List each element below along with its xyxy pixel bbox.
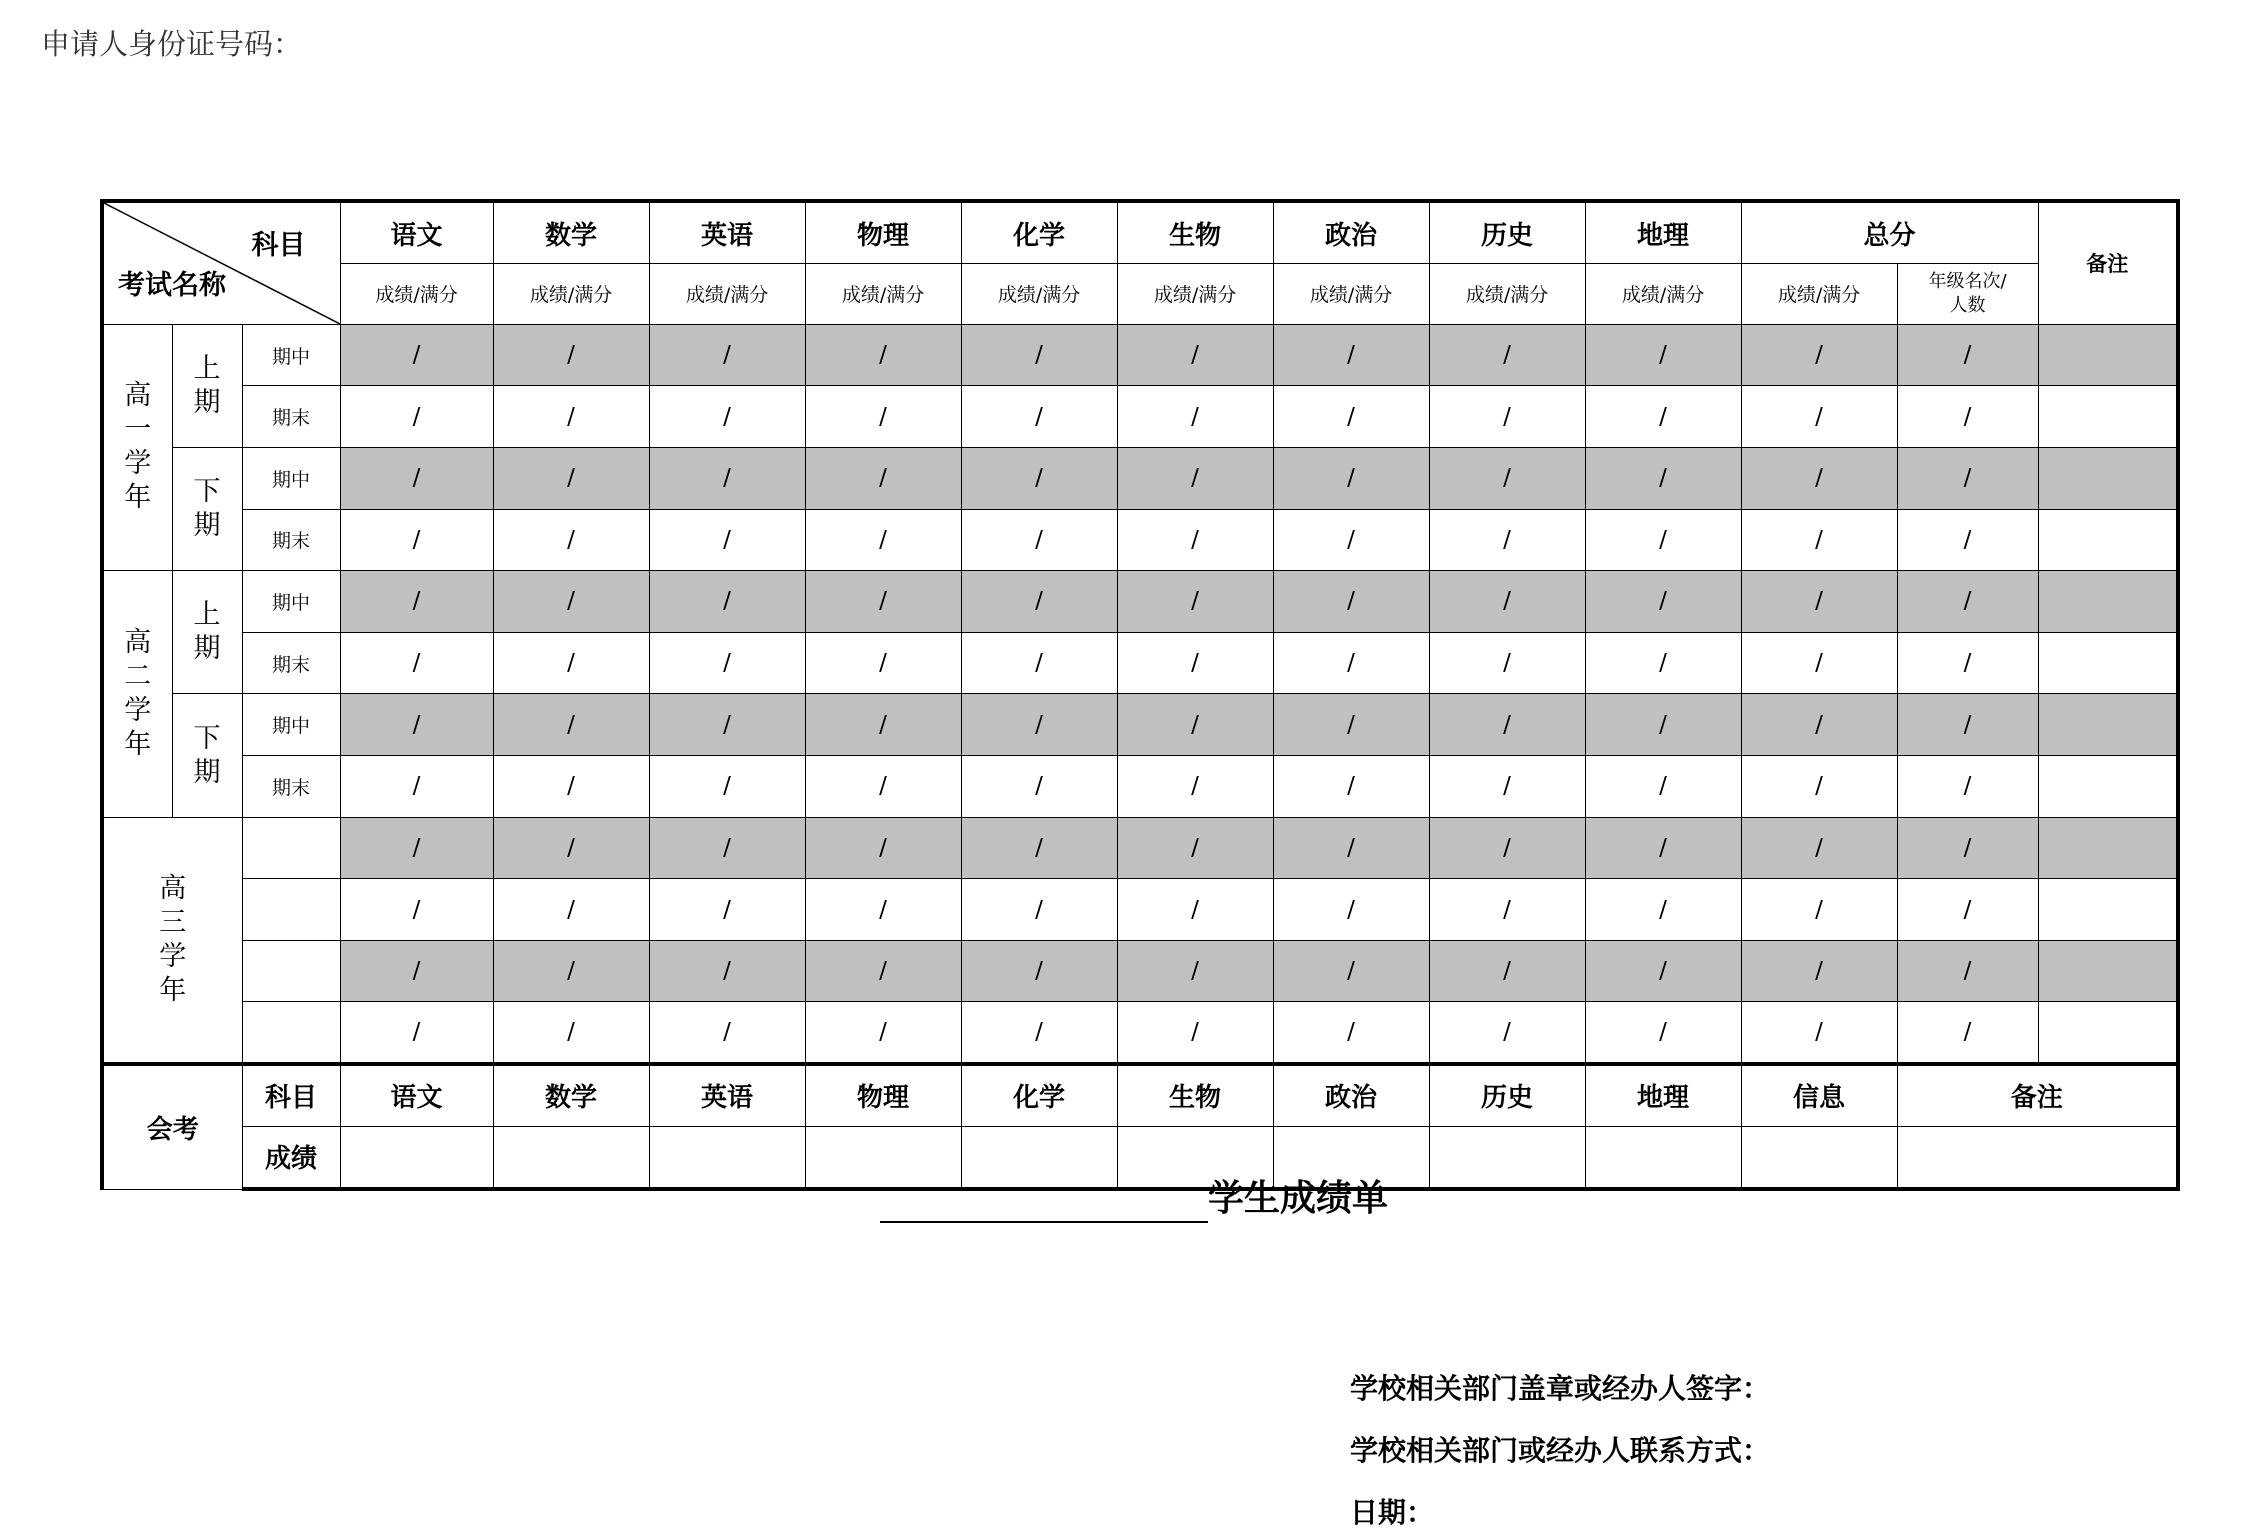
score-cell[interactable]: /: [493, 386, 649, 448]
score-cell[interactable]: /: [1273, 509, 1429, 571]
score-cell[interactable]: /: [1585, 879, 1741, 941]
score-cell[interactable]: /: [1741, 817, 1897, 879]
score-cell[interactable]: /: [493, 756, 649, 818]
score-cell[interactable]: /: [1273, 632, 1429, 694]
score-cell[interactable]: /: [340, 324, 493, 386]
score-cell[interactable]: /: [1741, 447, 1897, 509]
exam-label: 期中: [242, 447, 340, 509]
rank-header: [1897, 264, 2038, 325]
remark-cell[interactable]: [2038, 447, 2178, 509]
score-cell[interactable]: /: [1273, 386, 1429, 448]
score-cell[interactable]: /: [1429, 756, 1585, 818]
table-row: [102, 694, 2178, 756]
huikao-subject-header: 历史: [1429, 1064, 1585, 1127]
huikao-score-cell[interactable]: [1585, 1126, 1741, 1189]
score-cell[interactable]: /: [961, 940, 1117, 1002]
term-label: 上 期: [172, 571, 242, 694]
score-cell[interactable]: /: [961, 509, 1117, 571]
score-cell[interactable]: /: [649, 509, 805, 571]
score-cell[interactable]: /: [1897, 1002, 2038, 1064]
score-cell[interactable]: /: [649, 571, 805, 633]
score-cell[interactable]: /: [1741, 571, 1897, 633]
score-cell[interactable]: /: [1585, 571, 1741, 633]
table-row: [102, 1002, 2178, 1064]
score-cell[interactable]: /: [1897, 940, 2038, 1002]
score-cell[interactable]: /: [1429, 447, 1585, 509]
exam-label: 期中: [242, 571, 340, 633]
score-cell[interactable]: /: [805, 756, 961, 818]
score-cell[interactable]: /: [1117, 1002, 1273, 1064]
score-cell[interactable]: /: [1897, 324, 2038, 386]
score-cell[interactable]: /: [1429, 324, 1585, 386]
score-cell[interactable]: /: [1117, 447, 1273, 509]
score-cell[interactable]: /: [805, 447, 961, 509]
rank-header-label: 年级名次/ 人数: [1928, 270, 2007, 316]
exam-label: 期末: [242, 386, 340, 448]
huikao-remark-cell[interactable]: [1897, 1126, 2178, 1189]
applicant-id-label: 申请人身份证号码：: [41, 27, 303, 61]
score-cell[interactable]: /: [493, 1002, 649, 1064]
score-header: 成绩/满分: [1273, 264, 1429, 325]
remark-cell[interactable]: [2038, 509, 2178, 571]
score-cell[interactable]: /: [1741, 632, 1897, 694]
score-cell[interactable]: /: [1741, 940, 1897, 1002]
score-cell[interactable]: /: [1585, 1002, 1741, 1064]
score-cell[interactable]: /: [1117, 879, 1273, 941]
score-cell[interactable]: /: [340, 756, 493, 818]
score-cell[interactable]: /: [1741, 324, 1897, 386]
exam-label[interactable]: [242, 940, 340, 1002]
score-cell[interactable]: /: [1897, 571, 2038, 633]
score-cell[interactable]: /: [493, 324, 649, 386]
score-cell[interactable]: /: [1117, 632, 1273, 694]
score-cell[interactable]: /: [961, 447, 1117, 509]
subject-header: 政治: [1273, 201, 1429, 264]
score-header: 成绩/满分: [340, 264, 493, 325]
grade-table: [100, 199, 2180, 1191]
score-cell[interactable]: /: [649, 386, 805, 448]
score-cell[interactable]: /: [961, 817, 1117, 879]
score-cell[interactable]: /: [1897, 632, 2038, 694]
table-row: [102, 879, 2178, 941]
score-cell[interactable]: /: [340, 1002, 493, 1064]
score-cell[interactable]: /: [1741, 509, 1897, 571]
remark-cell[interactable]: [2038, 324, 2178, 386]
score-cell[interactable]: /: [1273, 817, 1429, 879]
score-cell[interactable]: /: [340, 386, 493, 448]
score-cell[interactable]: /: [1429, 632, 1585, 694]
huikao-score-cell[interactable]: [340, 1126, 493, 1189]
stamp-signature-label: 学校相关部门盖章或经办人签字：: [1350, 1372, 1771, 1405]
remark-cell[interactable]: [2038, 632, 2178, 694]
score-cell[interactable]: /: [1585, 756, 1741, 818]
huikao-subject-header: 数学: [493, 1064, 649, 1127]
score-header: 成绩/满分: [1117, 264, 1273, 325]
subject-header: 英语: [649, 201, 805, 264]
remark-cell[interactable]: [2038, 386, 2178, 448]
score-cell[interactable]: /: [961, 386, 1117, 448]
header-corner: [102, 201, 340, 324]
score-cell[interactable]: /: [1897, 447, 2038, 509]
score-cell[interactable]: /: [649, 879, 805, 941]
subject-header: 地理: [1585, 201, 1741, 264]
score-cell[interactable]: /: [649, 632, 805, 694]
table-row: [102, 940, 2178, 1002]
score-cell[interactable]: /: [1273, 447, 1429, 509]
date-label: 日期：: [1350, 1496, 1435, 1529]
score-cell[interactable]: /: [649, 756, 805, 818]
score-cell[interactable]: /: [1741, 879, 1897, 941]
score-cell[interactable]: /: [1897, 817, 2038, 879]
score-cell[interactable]: /: [961, 694, 1117, 756]
huikao-subject-header: 政治: [1273, 1064, 1429, 1127]
table-row: [102, 817, 2178, 879]
score-cell[interactable]: /: [1741, 1002, 1897, 1064]
remark-cell[interactable]: [2038, 940, 2178, 1002]
huikao-remark-header: 备注: [1897, 1064, 2178, 1127]
title-block: [880, 1175, 1388, 1223]
score-cell[interactable]: /: [805, 694, 961, 756]
subject-header: 语文: [340, 201, 493, 264]
term-label: 下 期: [172, 694, 242, 817]
score-header: 成绩/满分: [805, 264, 961, 325]
score-cell[interactable]: /: [340, 694, 493, 756]
score-cell[interactable]: /: [961, 756, 1117, 818]
score-cell[interactable]: /: [1429, 1002, 1585, 1064]
score-cell[interactable]: /: [1585, 447, 1741, 509]
score-cell[interactable]: /: [805, 324, 961, 386]
table-row: [102, 509, 2178, 571]
score-cell[interactable]: /: [1585, 940, 1741, 1002]
table-row: [102, 571, 2178, 633]
score-cell[interactable]: /: [1429, 509, 1585, 571]
corner-subject-label: 科目: [251, 230, 306, 261]
score-cell[interactable]: /: [1429, 940, 1585, 1002]
exam-label[interactable]: [242, 879, 340, 941]
score-cell[interactable]: /: [1117, 386, 1273, 448]
huikao-subject-header: 地理: [1585, 1064, 1741, 1127]
term-label: 下 期: [172, 447, 242, 570]
term-label: 上 期: [172, 324, 242, 447]
score-cell[interactable]: /: [1741, 694, 1897, 756]
huikao-score-label: 成绩: [242, 1126, 340, 1189]
score-cell[interactable]: /: [805, 509, 961, 571]
exam-label: 期末: [242, 632, 340, 694]
score-cell[interactable]: /: [649, 324, 805, 386]
exam-label: 期中: [242, 324, 340, 386]
score-cell[interactable]: /: [961, 1002, 1117, 1064]
year-label: 高 三 学 年: [102, 817, 242, 1063]
year-label: 高 一 学 年: [102, 324, 172, 570]
huikao-subject-header: 化学: [961, 1064, 1117, 1127]
subject-header: 数学: [493, 201, 649, 264]
score-cell[interactable]: /: [1897, 879, 2038, 941]
score-cell[interactable]: /: [1273, 940, 1429, 1002]
remark-cell[interactable]: [2038, 756, 2178, 818]
score-header: 成绩/满分: [1585, 264, 1741, 325]
score-cell[interactable]: /: [493, 940, 649, 1002]
remark-header: 备注: [2038, 201, 2178, 324]
score-cell[interactable]: /: [1429, 571, 1585, 633]
score-cell[interactable]: /: [805, 879, 961, 941]
huikao-score-cell[interactable]: [493, 1126, 649, 1189]
score-cell[interactable]: /: [1585, 324, 1741, 386]
score-cell[interactable]: /: [1273, 324, 1429, 386]
score-cell[interactable]: /: [1897, 386, 2038, 448]
score-cell[interactable]: /: [1741, 756, 1897, 818]
score-cell[interactable]: /: [1897, 756, 2038, 818]
school-name-blank[interactable]: [880, 1179, 1208, 1223]
huikao-subject-header: 物理: [805, 1064, 961, 1127]
score-cell[interactable]: /: [1585, 509, 1741, 571]
score-cell[interactable]: /: [1117, 756, 1273, 818]
exam-label[interactable]: [242, 1002, 340, 1064]
score-cell[interactable]: /: [1117, 940, 1273, 1002]
huikao-subject-header: 英语: [649, 1064, 805, 1127]
score-cell[interactable]: /: [340, 940, 493, 1002]
score-cell[interactable]: /: [649, 694, 805, 756]
score-cell[interactable]: /: [493, 447, 649, 509]
score-cell[interactable]: /: [1117, 509, 1273, 571]
score-cell[interactable]: /: [1273, 694, 1429, 756]
score-cell[interactable]: /: [805, 940, 961, 1002]
corner-exam-label: 考试名称: [118, 269, 226, 301]
score-cell[interactable]: /: [961, 571, 1117, 633]
score-cell[interactable]: /: [1273, 756, 1429, 818]
score-cell[interactable]: /: [340, 632, 493, 694]
score-cell[interactable]: /: [1585, 817, 1741, 879]
huikao-subject-header: 语文: [340, 1064, 493, 1127]
subject-header: 生物: [1117, 201, 1273, 264]
score-cell[interactable]: /: [961, 632, 1117, 694]
score-cell[interactable]: /: [1897, 694, 2038, 756]
score-cell[interactable]: /: [340, 817, 493, 879]
score-cell[interactable]: /: [1429, 879, 1585, 941]
score-cell[interactable]: /: [1429, 817, 1585, 879]
subject-header: 化学: [961, 201, 1117, 264]
page-title: 学生成绩单: [1208, 1178, 1389, 1219]
score-cell[interactable]: /: [1273, 879, 1429, 941]
score-cell[interactable]: /: [649, 447, 805, 509]
remark-cell[interactable]: [2038, 817, 2178, 879]
score-cell[interactable]: /: [649, 1002, 805, 1064]
score-cell[interactable]: /: [1429, 694, 1585, 756]
score-cell[interactable]: /: [805, 571, 961, 633]
table-row: [102, 324, 2178, 386]
contact-label: 学校相关部门或经办人联系方式：: [1350, 1434, 1771, 1467]
score-cell[interactable]: /: [493, 632, 649, 694]
score-cell[interactable]: /: [649, 817, 805, 879]
subject-header: 历史: [1429, 201, 1585, 264]
remark-cell[interactable]: [2038, 879, 2178, 941]
score-cell[interactable]: /: [1117, 324, 1273, 386]
year-label: 高 二 学 年: [102, 571, 172, 817]
exam-label: 期中: [242, 694, 340, 756]
score-cell[interactable]: /: [340, 509, 493, 571]
score-cell[interactable]: /: [649, 940, 805, 1002]
score-cell[interactable]: /: [1897, 509, 2038, 571]
score-cell[interactable]: /: [805, 632, 961, 694]
score-cell[interactable]: /: [340, 447, 493, 509]
exam-label[interactable]: [242, 817, 340, 879]
score-cell[interactable]: /: [805, 817, 961, 879]
score-header: 成绩/满分: [1429, 264, 1585, 325]
score-cell[interactable]: /: [1117, 571, 1273, 633]
table-row: [102, 447, 2178, 509]
huikao-score-cell[interactable]: [1741, 1126, 1897, 1189]
score-cell[interactable]: /: [1273, 1002, 1429, 1064]
table-row: [102, 386, 2178, 448]
score-cell[interactable]: /: [1117, 817, 1273, 879]
score-header: 成绩/满分: [649, 264, 805, 325]
huikao-subject-label: 科目: [242, 1064, 340, 1127]
huikao-label: 会考: [102, 1064, 242, 1189]
exam-label: 期末: [242, 509, 340, 571]
score-cell[interactable]: /: [340, 571, 493, 633]
score-cell[interactable]: /: [1741, 386, 1897, 448]
remark-cell[interactable]: [2038, 1002, 2178, 1064]
score-cell[interactable]: /: [1585, 632, 1741, 694]
subject-header: 物理: [805, 201, 961, 264]
score-cell[interactable]: /: [493, 879, 649, 941]
score-cell[interactable]: /: [961, 324, 1117, 386]
score-cell[interactable]: /: [493, 571, 649, 633]
score-cell[interactable]: /: [493, 817, 649, 879]
score-cell[interactable]: /: [961, 879, 1117, 941]
score-cell[interactable]: /: [1117, 694, 1273, 756]
score-cell[interactable]: /: [1429, 386, 1585, 448]
table-row: [102, 632, 2178, 694]
score-cell[interactable]: /: [1585, 386, 1741, 448]
score-cell[interactable]: /: [1273, 571, 1429, 633]
score-cell[interactable]: /: [340, 879, 493, 941]
score-cell[interactable]: /: [1585, 694, 1741, 756]
remark-cell[interactable]: [2038, 571, 2178, 633]
score-header: 成绩/满分: [493, 264, 649, 325]
score-cell[interactable]: /: [493, 509, 649, 571]
remark-cell[interactable]: [2038, 694, 2178, 756]
huikao-score-cell[interactable]: [649, 1126, 805, 1189]
score-cell[interactable]: /: [805, 386, 961, 448]
huikao-subject-header: 信息: [1741, 1064, 1897, 1127]
huikao-subject-header: 生物: [1117, 1064, 1273, 1127]
table-row: [102, 756, 2178, 818]
huikao-score-cell[interactable]: [1429, 1126, 1585, 1189]
score-cell[interactable]: /: [493, 694, 649, 756]
score-cell[interactable]: /: [805, 1002, 961, 1064]
exam-label: 期末: [242, 756, 340, 818]
total-header: 总分: [1741, 201, 2038, 264]
score-header: 成绩/满分: [1741, 264, 1897, 325]
score-header: 成绩/满分: [961, 264, 1117, 325]
